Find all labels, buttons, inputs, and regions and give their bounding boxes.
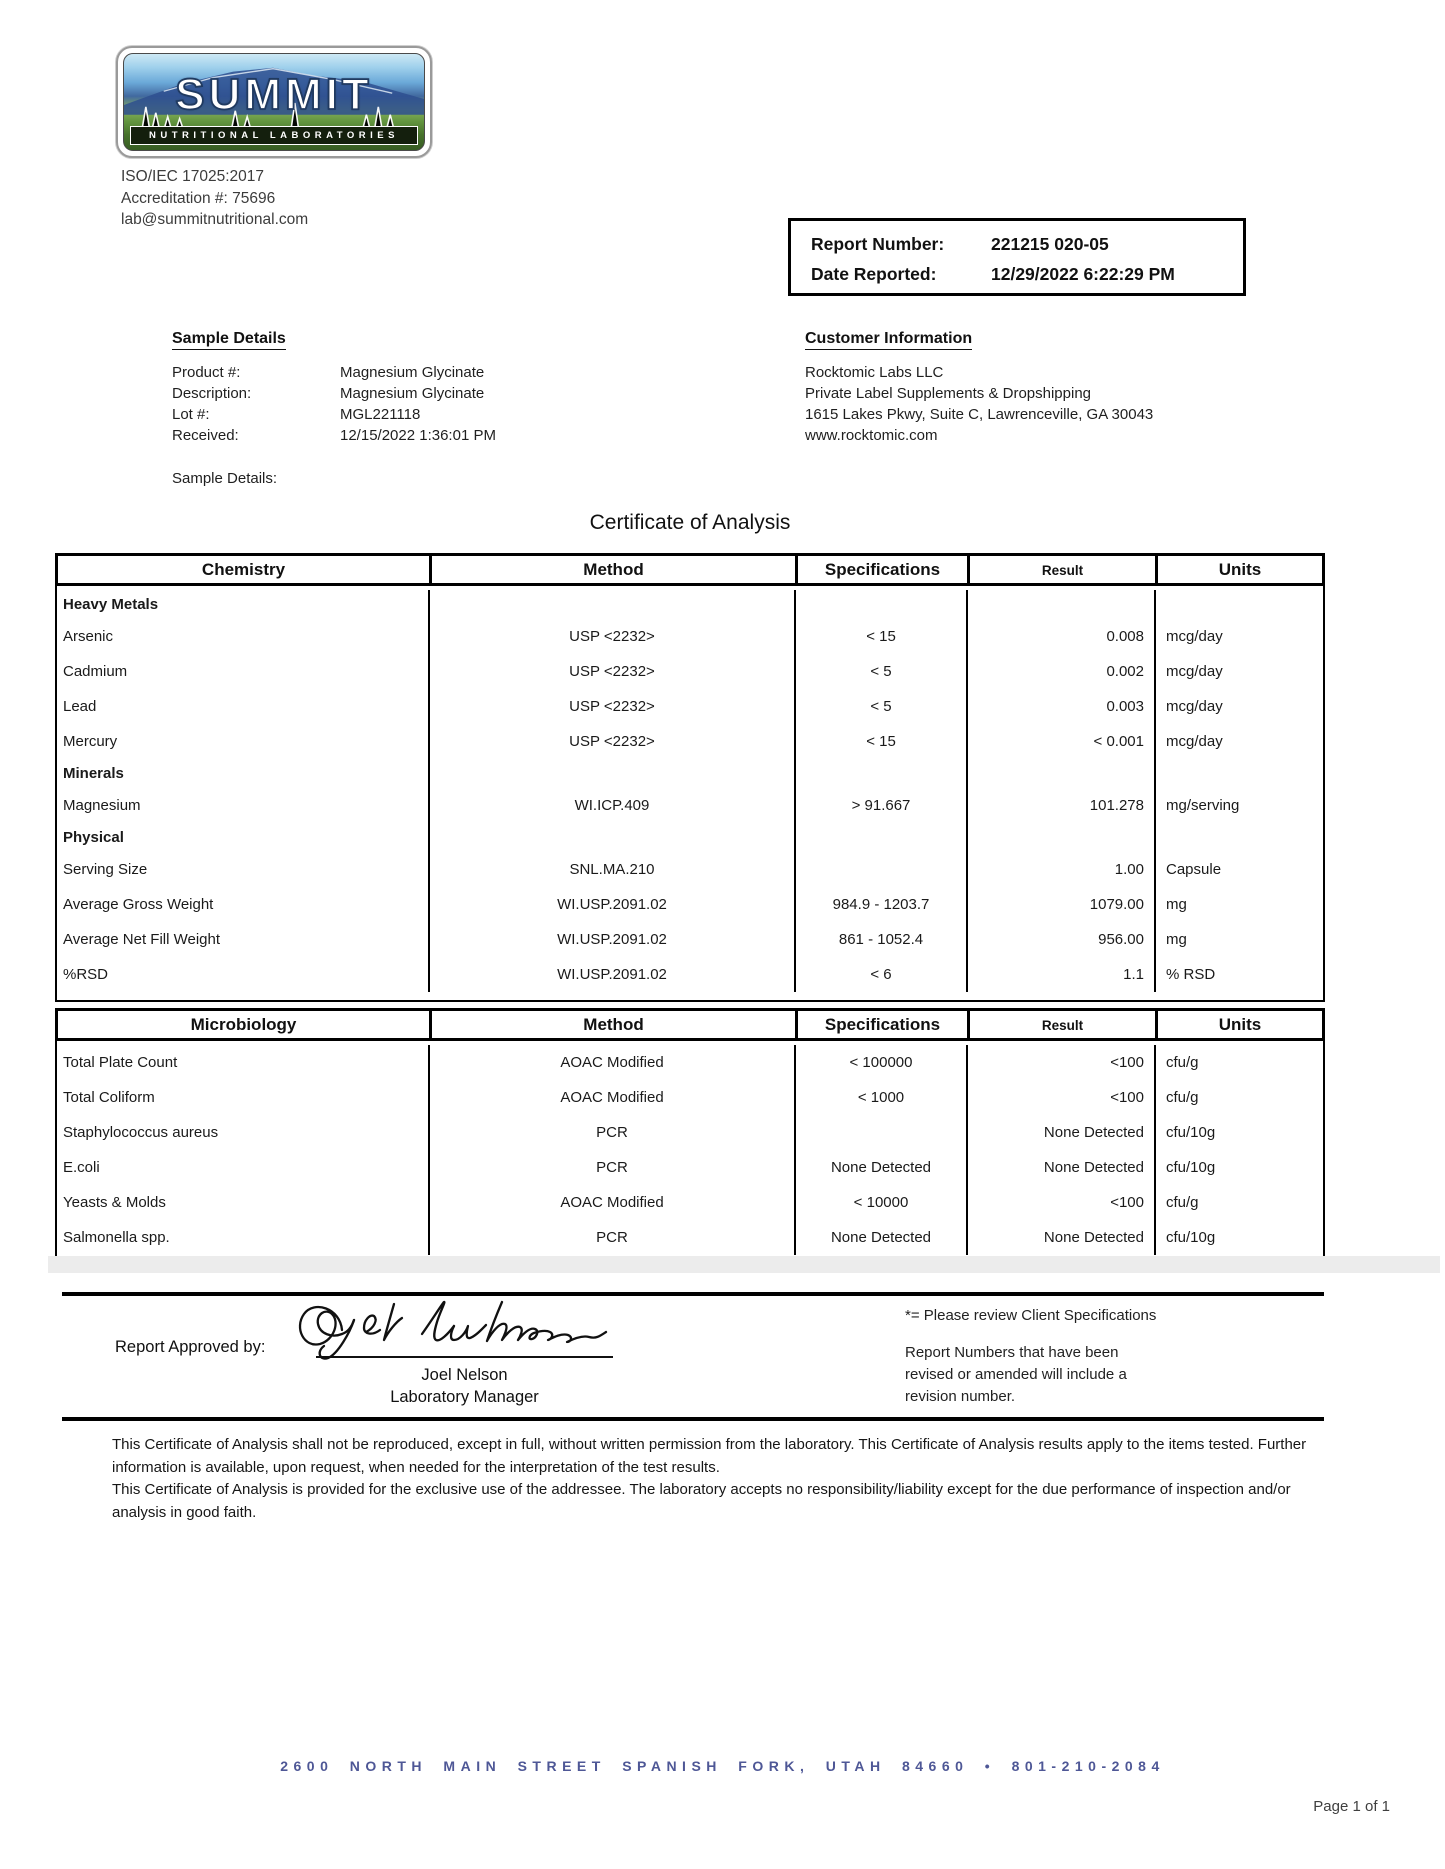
result: None Detected (968, 1115, 1156, 1150)
result: 0.003 (968, 689, 1156, 724)
section-empty-cell (1156, 823, 1323, 852)
date-reported-label: Date Reported: (811, 264, 937, 284)
specification: None Detected (796, 1150, 968, 1185)
report-number-label: Report Number: (811, 234, 945, 254)
result: None Detected (968, 1220, 1156, 1255)
units: Capsule (1166, 861, 1222, 878)
section-empty-cell (1156, 590, 1323, 619)
result: <100 (968, 1185, 1156, 1220)
analyte-name: Staphylococcus aureus (57, 1115, 430, 1150)
field-value: Magnesium Glycinate (340, 385, 485, 402)
units: cfu/10g (1166, 1159, 1216, 1176)
customer-info-line: www.rocktomic.com (805, 427, 938, 444)
column-header-result: Result (970, 1011, 1158, 1038)
certificate-title: Certificate of Analysis (589, 511, 791, 534)
method: USP <2232> (430, 724, 796, 759)
sample-details-title: Sample Details (172, 330, 286, 350)
disclaimer-paragraph: This Certificate of Analysis shall not be reproduced, except in full, without written permission from the laboratory. This Certificate of Analysis results apply to the items tested. Further information is available, upon request, when needed for the interpretation of the test results. (112, 1436, 1307, 1476)
method: USP <2232> (430, 689, 796, 724)
section-label: Heavy Metals (57, 590, 430, 619)
units: cfu/g (1166, 1054, 1199, 1071)
specification: < 1000 (796, 1080, 968, 1115)
sample-details-footer-label: Sample Details: (172, 470, 278, 487)
field-label: Lot #: (172, 406, 210, 423)
analyte-name: Serving Size (57, 852, 430, 887)
field-label: Received: (172, 427, 239, 444)
signature-joel-nelson (290, 1292, 630, 1362)
units: cfu/g (1166, 1089, 1199, 1106)
section-label: Minerals (57, 759, 430, 788)
sample-field-row (172, 362, 732, 383)
logo-brand-text: SUMMIT (175, 70, 373, 119)
section-empty-cell (968, 823, 1156, 852)
method: WI.USP.2091.02 (430, 957, 796, 992)
analyte-name: Total Coliform (57, 1080, 430, 1115)
section-empty-cell (1156, 759, 1323, 788)
field-value: Magnesium Glycinate (340, 364, 485, 381)
specification: < 15 (796, 619, 968, 654)
result: 956.00 (968, 922, 1156, 957)
specification: < 100000 (796, 1045, 968, 1080)
method: AOAC Modified (430, 1045, 796, 1080)
specification: < 5 (796, 654, 968, 689)
method: SNL.MA.210 (430, 852, 796, 887)
section-empty-cell (796, 823, 968, 852)
units: mcg/day (1166, 733, 1223, 750)
units: mcg/day (1166, 628, 1223, 645)
specification: > 91.667 (796, 788, 968, 823)
result: 1.1 (968, 957, 1156, 992)
specification (796, 1115, 968, 1150)
method: PCR (430, 1150, 796, 1185)
result: <100 (968, 1045, 1156, 1080)
specification: < 15 (796, 724, 968, 759)
microbiology-table-body (55, 1041, 1325, 1265)
customer-info-line: 1615 Lakes Pkwy, Suite C, Lawrenceville, GA 30043 (805, 406, 1154, 423)
units: cfu/10g (1166, 1124, 1216, 1141)
method: PCR (430, 1220, 796, 1255)
customer-information-title: Customer Information (805, 330, 972, 350)
units: mg (1166, 896, 1187, 913)
section-label: Physical (57, 823, 430, 852)
lab-accreditation-block (121, 166, 308, 231)
analyte-name: Cadmium (57, 654, 430, 689)
section-empty-cell (968, 759, 1156, 788)
column-header-microbiology: Microbiology (58, 1011, 432, 1038)
client-specifications-note: *= Please review Client Specifications (905, 1307, 1157, 1324)
divider-rule-bottom (62, 1417, 1324, 1421)
customer-info-line: Rocktomic Labs LLC (805, 364, 944, 381)
units: mcg/day (1166, 698, 1223, 715)
microbiology-table (55, 1008, 1325, 1265)
divider-rule-top (62, 1292, 1324, 1296)
section-empty-cell (430, 759, 796, 788)
method: WI.USP.2091.02 (430, 922, 796, 957)
chemistry-table-header (55, 553, 1325, 586)
revision-note: Report Numbers that have been revised or amended will include a revision number. (905, 1344, 1127, 1405)
report-info-box (788, 218, 1246, 296)
analyte-name: Average Gross Weight (57, 887, 430, 922)
lab-address-footer: 2600 NORTH MAIN STREET SPANISH FORK, UTAH 84660 • 801-210-2084 (280, 1758, 1165, 1774)
field-value: MGL221118 (340, 406, 421, 423)
sample-field-row (172, 383, 732, 404)
disclaimer-paragraph: This Certificate of Analysis is provided for the exclusive use of the addressee. The laboratory accepts no responsibility/liability except for the due performance of inspection and/or analysis in good faith. (112, 1481, 1291, 1521)
disclaimer-text (112, 1434, 1347, 1524)
method: WI.ICP.409 (430, 788, 796, 823)
analyte-name: Lead (57, 689, 430, 724)
section-empty-cell (796, 590, 968, 619)
section-empty-cell (796, 759, 968, 788)
accreditation-number: Accreditation #: 75696 (121, 189, 276, 207)
specification: None Detected (796, 1220, 968, 1255)
column-header-specifications: Specifications (798, 556, 970, 583)
customer-information-section (805, 330, 1365, 446)
analyte-name: Average Net Fill Weight (57, 922, 430, 957)
column-header-chemistry: Chemistry (58, 556, 432, 583)
section-empty-cell (430, 590, 796, 619)
field-value: 12/15/2022 1:36:01 PM (340, 427, 496, 444)
logo-tagline: NUTRITIONAL LABORATORIES (130, 126, 418, 145)
result: 0.008 (968, 619, 1156, 654)
sample-field-row (172, 425, 732, 446)
sample-field-row (172, 404, 732, 425)
field-label: Description: (172, 385, 252, 402)
specification: 984.9 - 1203.7 (796, 887, 968, 922)
method: USP <2232> (430, 619, 796, 654)
chemistry-table (55, 553, 1325, 1002)
analyte-name: Salmonella spp. (57, 1220, 430, 1255)
summit-logo-artwork (123, 53, 425, 151)
column-header-result: Result (970, 556, 1158, 583)
approver-name: Joel Nelson (421, 1366, 508, 1384)
report-number-value: 221215 020-05 (991, 234, 1109, 254)
units: mg/serving (1166, 797, 1240, 814)
page-number: Page 1 of 1 (1313, 1798, 1390, 1815)
specification: < 5 (796, 689, 968, 724)
column-header-method: Method (432, 1011, 798, 1038)
analyte-name: E.coli (57, 1150, 430, 1185)
specification (796, 852, 968, 887)
scan-shadow-band (48, 1256, 1440, 1273)
lab-email: lab@summitnutritional.com (121, 211, 309, 228)
sample-details-section (172, 330, 732, 446)
field-label: Product #: (172, 364, 241, 381)
signature-line (316, 1356, 613, 1358)
method: USP <2232> (430, 654, 796, 689)
analyte-name: Total Plate Count (57, 1045, 430, 1080)
customer-information-lines (805, 362, 1365, 446)
method: AOAC Modified (430, 1185, 796, 1220)
units: cfu/10g (1166, 1229, 1216, 1246)
analyte-name: Magnesium (57, 788, 430, 823)
method: PCR (430, 1115, 796, 1150)
approver-title: Laboratory Manager (390, 1388, 539, 1406)
result: <100 (968, 1080, 1156, 1115)
section-empty-cell (430, 823, 796, 852)
specification: 861 - 1052.4 (796, 922, 968, 957)
result: 101.278 (968, 788, 1156, 823)
summit-logo (116, 46, 432, 158)
analyte-name: Arsenic (57, 619, 430, 654)
iso-standard: ISO/IEC 17025:2017 (121, 168, 265, 185)
method: AOAC Modified (430, 1080, 796, 1115)
customer-info-line: Private Label Supplements & Dropshipping (805, 385, 1092, 402)
chemistry-table-body (55, 586, 1325, 1002)
column-header-method: Method (432, 556, 798, 583)
units: mcg/day (1166, 663, 1223, 680)
column-header-units: Units (1218, 1015, 1262, 1034)
analyte-name: %RSD (57, 957, 430, 992)
analyte-name: Yeasts & Molds (57, 1185, 430, 1220)
section-empty-cell (968, 590, 1156, 619)
result: 1079.00 (968, 887, 1156, 922)
method: WI.USP.2091.02 (430, 887, 796, 922)
report-approved-by-label: Report Approved by: (115, 1338, 266, 1356)
result: 0.002 (968, 654, 1156, 689)
result: None Detected (968, 1150, 1156, 1185)
column-header-units: Units (1218, 560, 1262, 579)
column-header-specifications: Specifications (798, 1011, 970, 1038)
specification: < 10000 (796, 1185, 968, 1220)
result: < 0.001 (968, 724, 1156, 759)
units: cfu/g (1166, 1194, 1199, 1211)
microbiology-table-header (55, 1008, 1325, 1041)
units: mg (1166, 931, 1187, 948)
specification: < 6 (796, 957, 968, 992)
date-reported-value: 12/29/2022 6:22:29 PM (991, 264, 1175, 284)
result: 1.00 (968, 852, 1156, 887)
units: % RSD (1166, 966, 1216, 983)
sample-details-fields (172, 362, 732, 446)
analyte-name: Mercury (57, 724, 430, 759)
